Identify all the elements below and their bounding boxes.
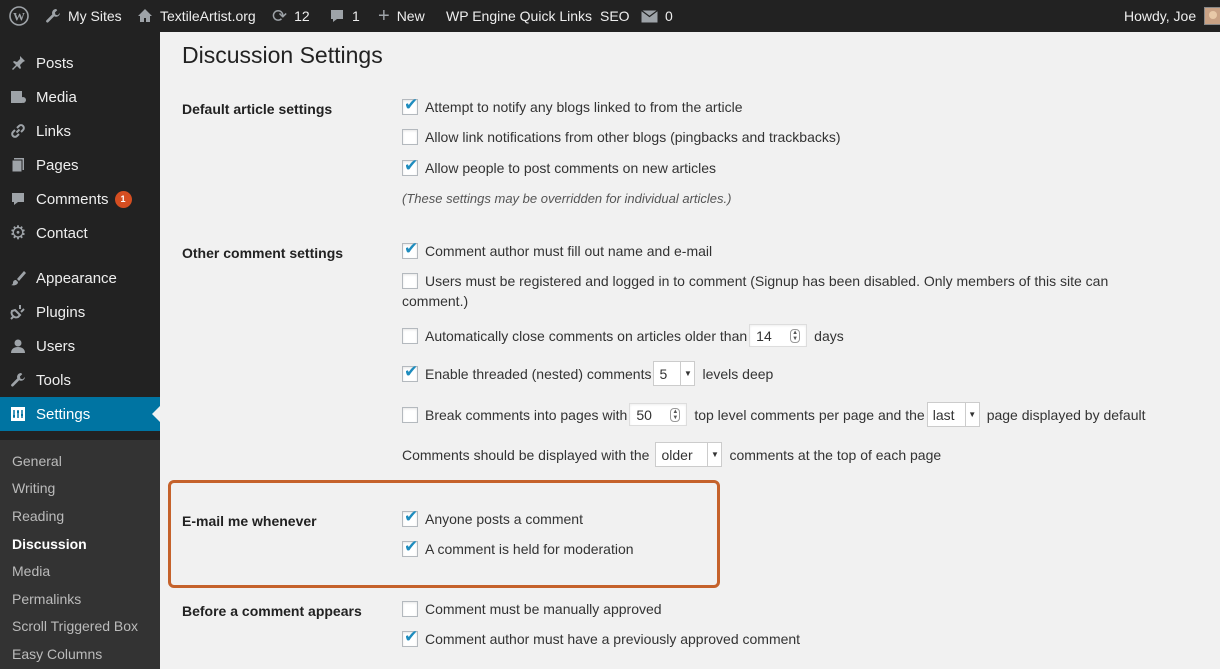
option-label: Comments should be displayed with the [402, 446, 650, 463]
option-label: top level comments per page and the [694, 406, 925, 423]
sidebar-item-label: Plugins [36, 303, 86, 321]
submenu-scroll-triggered-box[interactable]: Scroll Triggered Box [12, 618, 139, 634]
sidebar-item-comments[interactable] [0, 182, 160, 216]
submenu-permalinks[interactable]: Permalinks [12, 591, 82, 607]
refresh-icon: ⟳ [272, 6, 288, 26]
brush-icon [0, 270, 36, 286]
submenu-media[interactable]: Media [12, 563, 51, 579]
sidebar-item-media[interactable] [0, 80, 160, 114]
allow-link-notifications-option[interactable] [402, 129, 841, 145]
paged-comments-checkbox[interactable] [402, 407, 418, 423]
require-name-email-checkbox[interactable] [402, 243, 418, 259]
comments-badge: 1 [115, 191, 132, 208]
sidebar-item-tools[interactable] [0, 363, 160, 397]
sidebar-item-links[interactable] [0, 114, 160, 148]
option-label: Break comments into pages with [425, 406, 628, 423]
option-label: Users must be registered and logged in to comment (Signup has been disabled. Only members of this site can [425, 273, 1109, 289]
chevron-down-icon: ▼ [680, 362, 694, 385]
admin-bar [0, 0, 1220, 32]
previously-approved-checkbox[interactable] [402, 631, 418, 647]
stepper-icon[interactable]: ▲ ▼ [670, 408, 680, 422]
sidebar-item-label: Tools [36, 371, 72, 389]
my-sites-label: My Sites [68, 8, 122, 24]
plug-icon [0, 304, 36, 320]
previously-approved-option[interactable] [402, 631, 800, 647]
settings-icon [0, 406, 36, 422]
require-registration-label-cont: comment.) [402, 293, 469, 309]
default-page-value: last [932, 406, 955, 423]
email-held-moderation-option[interactable] [402, 541, 634, 557]
option-label: Attempt to notify any blogs linked to from the article [425, 99, 743, 115]
updates-menu[interactable] [272, 0, 310, 32]
avatar [1204, 7, 1220, 25]
comment-order-select[interactable] [655, 442, 722, 467]
submenu-general[interactable]: General [12, 453, 62, 469]
admin-sidebar [0, 32, 160, 669]
submenu-discussion[interactable]: Discussion [12, 536, 87, 552]
option-label: Anyone posts a comment [425, 511, 583, 527]
allow-link-notifications-checkbox[interactable] [402, 129, 418, 145]
notify-linked-blogs-option[interactable] [402, 99, 743, 115]
media-icon [0, 89, 36, 105]
mail-menu[interactable] [641, 0, 673, 32]
seo-label: SEO [600, 8, 630, 24]
submenu-writing[interactable]: Writing [12, 480, 56, 496]
manual-approval-checkbox[interactable] [402, 601, 418, 617]
option-label: A comment is held for moderation [425, 541, 634, 557]
wordpress-logo-icon[interactable] [9, 0, 29, 32]
other-comment-settings-heading: Other comment settings [182, 245, 344, 261]
wrench-icon [45, 8, 61, 24]
highlight-annotation-box [168, 480, 720, 588]
sidebar-item-appearance[interactable] [0, 261, 160, 295]
updates-count: 12 [294, 8, 310, 24]
main-content [160, 32, 1220, 669]
thread-depth-select[interactable] [653, 361, 695, 386]
threaded-comments-checkbox[interactable] [402, 366, 418, 382]
site-name-label: TextileArtist.org [160, 8, 256, 24]
require-name-email-option[interactable] [402, 243, 712, 259]
mail-count: 0 [665, 8, 673, 24]
sidebar-item-pages[interactable] [0, 148, 160, 182]
user-icon [0, 338, 36, 354]
option-label: Comment author must have a previously approved comment [425, 631, 801, 647]
option-label: levels deep [702, 365, 774, 382]
sidebar-item-label: Comments [36, 190, 109, 208]
option-label: Enable threaded (nested) comments [425, 365, 652, 382]
pages-icon [0, 157, 36, 173]
chevron-down-icon: ▼ [965, 403, 979, 426]
sidebar-item-label: Links [36, 122, 72, 140]
home-icon [137, 8, 153, 24]
option-label: Comment author must fill out name and e-mail [425, 243, 713, 259]
wp-engine-label: WP Engine Quick Links [446, 8, 593, 24]
allow-comments-option[interactable] [402, 160, 716, 176]
wrench-icon [0, 372, 36, 388]
account-menu[interactable] [1124, 0, 1220, 32]
comments-per-page-value: 50 [636, 406, 652, 423]
gear-icon: ⚙ [9, 222, 27, 244]
new-label: New [396, 8, 425, 24]
sidebar-item-label: Appearance [36, 269, 117, 287]
email-me-whenever-heading: E-mail me whenever [182, 513, 317, 529]
email-anyone-posts-checkbox[interactable] [402, 511, 418, 527]
auto-close-checkbox[interactable] [402, 328, 418, 344]
email-anyone-posts-option[interactable] [402, 511, 583, 527]
comment-order-value: older [661, 446, 693, 463]
option-label: days [814, 327, 844, 344]
require-registration-option[interactable] [402, 273, 1108, 289]
howdy-label: Howdy, Joe [1124, 8, 1197, 24]
comment-bubble-icon [329, 8, 345, 24]
threaded-comments-option[interactable] [402, 361, 773, 386]
wp-engine-menu[interactable] [446, 0, 592, 32]
settings-submenu [0, 440, 160, 669]
auto-close-option[interactable] [402, 324, 844, 347]
comments-menu[interactable] [329, 0, 360, 32]
require-registration-checkbox[interactable] [402, 273, 418, 289]
page-title: Discussion Settings [182, 42, 383, 68]
seo-menu[interactable] [600, 0, 630, 32]
close-days-value: 14 [756, 327, 772, 344]
sidebar-item-users[interactable] [0, 329, 160, 363]
option-label: Allow link notifications from other blogs (pingbacks and trackbacks) [425, 129, 841, 145]
my-sites-menu[interactable] [45, 0, 122, 32]
override-note: (These settings may be overridden for individual articles.) [402, 191, 732, 206]
allow-comments-checkbox[interactable] [402, 160, 418, 176]
option-label: Comment must be manually approved [425, 601, 662, 617]
sidebar-item-label: Pages [36, 156, 79, 174]
option-label: Allow people to post comments on new articles [425, 160, 717, 176]
submenu-reading[interactable]: Reading [12, 508, 65, 524]
thread-depth-value: 5 [659, 365, 668, 382]
comment-icon [0, 191, 36, 207]
link-icon [0, 123, 36, 139]
sidebar-item-contact[interactable] [0, 216, 160, 250]
new-content-menu[interactable] [378, 0, 425, 32]
close-days-input[interactable] [749, 324, 807, 347]
option-label: Automatically close comments on articles older than [425, 327, 748, 344]
sidebar-item-label: Users [36, 337, 76, 355]
submenu-easy-columns[interactable]: Easy Columns [12, 646, 103, 662]
sidebar-item-label: Contact [36, 224, 88, 242]
envelope-icon [641, 10, 658, 23]
pin-icon [0, 55, 36, 71]
option-label: page displayed by default [986, 406, 1146, 423]
comments-per-page-input[interactable] [629, 403, 687, 426]
svg-text:W: W [13, 9, 25, 24]
sidebar-item-label: Media [36, 88, 77, 106]
manual-approval-option[interactable] [402, 601, 662, 617]
sidebar-item-posts[interactable] [0, 46, 160, 80]
before-comment-appears-heading: Before a comment appears [182, 603, 362, 619]
sidebar-item-label: Settings [36, 405, 91, 423]
sidebar-item-label: Posts [36, 54, 74, 72]
paged-comments-option[interactable] [402, 402, 1146, 427]
plus-icon: + [378, 5, 390, 27]
email-held-moderation-checkbox[interactable] [402, 541, 418, 557]
default-page-select[interactable] [927, 402, 980, 427]
comment-order-option [402, 442, 941, 467]
option-label: comments at the top of each page [729, 446, 942, 463]
stepper-icon[interactable]: ▲ ▼ [790, 329, 800, 343]
chevron-down-icon: ▼ [707, 443, 721, 466]
comments-count: 1 [352, 8, 360, 24]
sidebar-item-settings[interactable] [0, 397, 160, 431]
notify-linked-blogs-checkbox[interactable] [402, 99, 418, 115]
site-name-menu[interactable] [137, 0, 256, 32]
default-article-settings-heading: Default article settings [182, 101, 333, 117]
sidebar-item-plugins[interactable] [0, 295, 160, 329]
